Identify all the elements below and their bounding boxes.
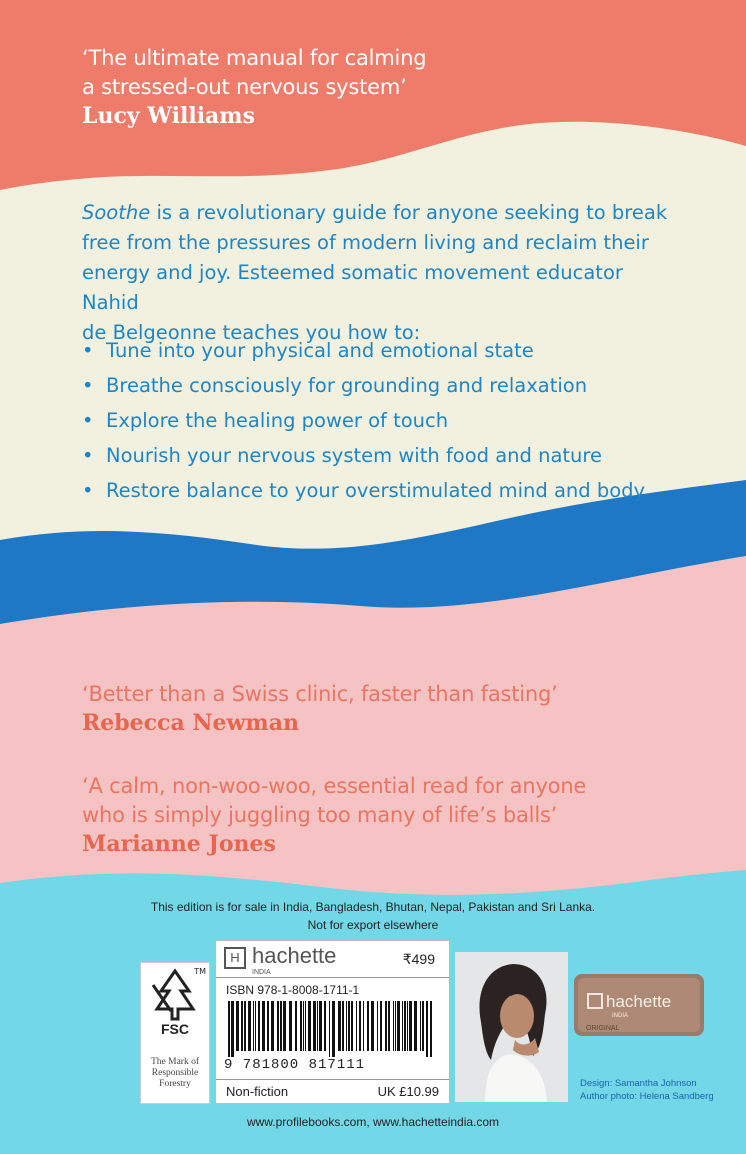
barcode-bar xyxy=(280,1001,282,1051)
quote-author: Rebecca Newman xyxy=(82,710,299,736)
barcode-bar xyxy=(422,1001,424,1051)
barcode-bar xyxy=(414,1001,417,1051)
barcode-bar xyxy=(283,1001,286,1051)
sale-notice xyxy=(0,898,746,934)
hachette-logo-icon: H xyxy=(224,947,246,969)
barcode-bar xyxy=(385,1001,387,1051)
sale-notice-line: This edition is for sale in India, Bangladesh, Bhutan, Nepal, Pakistan and Sri Lanka. xyxy=(150,900,596,914)
barcode-bar xyxy=(402,1001,403,1051)
barcode-bar xyxy=(404,1001,406,1051)
barcode-bar xyxy=(317,1001,318,1051)
bullet-icon: • xyxy=(82,444,94,467)
endorsement-quote-1 xyxy=(82,44,426,130)
cover-credits xyxy=(580,1077,714,1103)
isbn-number: ISBN 978-1-8008-1711-1 xyxy=(226,983,360,997)
barcode-bar xyxy=(231,1001,234,1057)
quote-author: Lucy Williams xyxy=(82,103,255,129)
divider xyxy=(216,977,449,978)
barcode-digits: 9 781800 817111 xyxy=(224,1057,366,1073)
quote-line: ‘A calm, non-woo-woo, essential read for anyone xyxy=(82,774,587,798)
barcode-bar xyxy=(356,1001,357,1051)
barcode-bar xyxy=(338,1001,341,1051)
barcode-bar xyxy=(393,1001,394,1051)
barcode-bar xyxy=(420,1001,421,1051)
barcode-bar xyxy=(407,1001,408,1051)
quote-line: ‘Better than a Swiss clinic, faster than fasting’ xyxy=(82,682,558,706)
list-item xyxy=(82,406,645,441)
fsc-logo xyxy=(140,962,210,1104)
fsc-tagline-line: The Mark of xyxy=(150,1057,199,1067)
bullet-icon: • xyxy=(82,374,94,397)
barcode-bar xyxy=(295,1001,297,1051)
fsc-label: FSC xyxy=(161,1021,189,1037)
list-item-text: Tune into your physical and emotional state xyxy=(106,339,534,362)
barcode-bar xyxy=(324,1001,326,1051)
fsc-tagline-line: Responsible xyxy=(151,1068,199,1078)
barcode-bar xyxy=(342,1001,344,1051)
barcode-bar xyxy=(244,1001,246,1051)
barcode-bar xyxy=(305,1001,306,1051)
isbn-barcode-box xyxy=(215,940,450,1104)
fsc-tagline-line: Forestry xyxy=(159,1079,191,1089)
barcode-bar xyxy=(348,1001,350,1051)
quote-line: ‘The ultimate manual for calming xyxy=(82,46,427,70)
description-line: de Belgeonne teaches you how to: xyxy=(82,321,421,344)
trademark-mark: TM xyxy=(194,967,206,976)
barcode xyxy=(224,1001,440,1057)
quote-author: Marianne Jones xyxy=(82,831,276,857)
barcode-bar xyxy=(329,1001,330,1057)
list-item xyxy=(82,476,645,511)
quote-line: a stressed-out nervous system’ xyxy=(82,75,407,99)
barcode-bar xyxy=(277,1001,279,1051)
barcode-bar xyxy=(300,1001,302,1051)
author-photo xyxy=(455,952,568,1102)
endorsement-quote-3 xyxy=(82,772,586,858)
list-item-text: Nourish your nervous system with food and nature xyxy=(106,444,602,467)
barcode-bar xyxy=(253,1001,254,1051)
publisher-region: INDIA xyxy=(252,969,271,976)
bullet-icon: • xyxy=(82,339,94,362)
barcode-bar xyxy=(267,1001,269,1051)
barcode-bar xyxy=(380,1001,382,1051)
barcode-bar xyxy=(426,1001,428,1057)
sale-notice-line: Not for export elsewhere xyxy=(307,918,439,932)
publisher-name: hachette xyxy=(252,943,337,968)
book-title: Soothe xyxy=(82,201,151,224)
list-item xyxy=(82,441,645,476)
barcode-bar xyxy=(262,1001,265,1051)
barcode-bar xyxy=(377,1001,378,1051)
description-line: energy and joy. Esteemed somatic movement educator Nahid xyxy=(82,261,623,314)
barcode-bar xyxy=(388,1001,390,1051)
barcode-bar xyxy=(367,1001,369,1051)
barcode-bar xyxy=(236,1001,239,1051)
barcode-bar xyxy=(255,1001,256,1051)
hologram-sticker xyxy=(574,974,704,1036)
divider xyxy=(216,1079,449,1080)
list-item xyxy=(82,336,645,371)
barcode-bar xyxy=(363,1001,364,1051)
uk-price: UK £10.99 xyxy=(377,1084,439,1099)
barcode-bar xyxy=(241,1001,243,1051)
barcode-bar xyxy=(409,1001,412,1051)
barcode-bar xyxy=(346,1001,347,1051)
barcode-bar xyxy=(258,1001,260,1051)
book-description xyxy=(82,198,682,348)
barcode-bar xyxy=(351,1001,353,1051)
endorsement-quote-2 xyxy=(82,680,558,737)
barcode-bar xyxy=(308,1001,311,1051)
bullet-icon: • xyxy=(82,409,94,432)
bullet-icon: • xyxy=(82,479,94,502)
barcode-bar xyxy=(371,1001,374,1051)
description-line: free from the pressures of modern living and reclaim their xyxy=(82,231,649,254)
hologram-region: INDIA xyxy=(612,1013,629,1019)
description-line xyxy=(82,198,682,228)
barcode-bar xyxy=(332,1001,335,1057)
barcode-bar xyxy=(228,1001,230,1057)
genre-label: Non-fiction xyxy=(226,1084,289,1099)
inr-price: ₹499 xyxy=(402,951,435,967)
description-text: is a revolutionary guide for anyone seeking to break xyxy=(150,201,668,224)
hologram-tag: ORIGINAL xyxy=(586,1025,620,1032)
barcode-bar xyxy=(303,1001,304,1051)
barcode-bar xyxy=(319,1001,322,1051)
barcode-bar xyxy=(430,1001,432,1057)
list-item xyxy=(82,371,645,406)
barcode-bar xyxy=(359,1001,361,1051)
quote-line: who is simply juggling too many of life’s balls’ xyxy=(82,803,558,827)
hologram-brand: hachette xyxy=(606,992,672,1011)
design-credit: Design: Samantha Johnson xyxy=(580,1078,697,1089)
tree-check-icon xyxy=(141,965,209,1023)
list-item-text: Breathe consciously for grounding and relaxation xyxy=(106,374,588,397)
list-item-text: Restore balance to your overstimulated mind and body xyxy=(106,479,646,502)
publisher-websites: www.profilebooks.com, www.hachetteindia.com xyxy=(246,1115,500,1129)
barcode-bar xyxy=(397,1001,400,1051)
barcode-bar xyxy=(395,1001,396,1051)
barcode-bar xyxy=(289,1001,292,1051)
barcode-bar xyxy=(248,1001,251,1051)
photo-credit: Author photo: Helena Sandberg xyxy=(580,1091,714,1102)
list-item-text: Explore the healing power of touch xyxy=(106,409,449,432)
benefit-list xyxy=(82,336,645,511)
barcode-bar xyxy=(313,1001,316,1051)
fsc-tagline xyxy=(141,1057,209,1090)
barcode-bar xyxy=(271,1001,274,1051)
